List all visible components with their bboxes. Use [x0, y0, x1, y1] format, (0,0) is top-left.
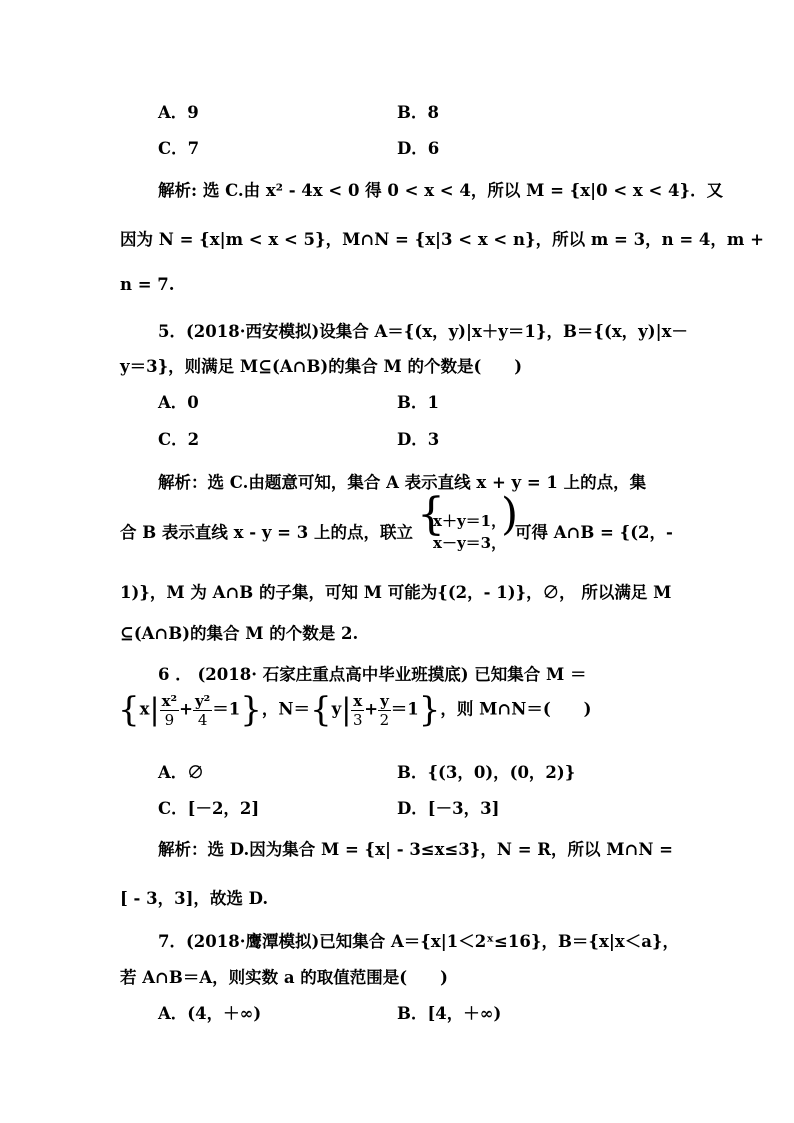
q6-sets-line: {x| $\frac{\text{x²}}{9}$ + $\frac{\text{y²}}{4}$ ＝1}，N＝{y| $\frac{x}{3}$ + $\frac{y}{2}$ ＝1}，则 M∩N＝( ): [118, 690, 592, 730]
q4-solution-line-1: 解析: 选 C.由 x² - 4x < 0 得 0 < x < 4，所以 M = {x|0 < x < 4}．又: [158, 181, 724, 200]
m-equals: ＝1: [212, 699, 241, 719]
q4-solution-line-2: 因为 N = {x|m < x < 5}，M∩N = {x|3 < x < n}，所以 m = 3，n = 4，m +: [120, 230, 764, 249]
q5-solution-line-3: 1)}，M 为 A∩B 的子集，可知 M 可能为{(2，- 1)}，∅， 所以满足 M: [120, 583, 672, 602]
left-brace: {: [417, 489, 445, 540]
m-variable: x: [139, 699, 150, 719]
q5-solution-line-4: ⊆(A∩B)的集合 M 的个数是 2.: [120, 624, 359, 643]
q4-option-a: A．9: [158, 103, 199, 122]
n-equals: ＝1: [390, 699, 419, 719]
right-brace: }: [418, 690, 441, 730]
bar: |: [341, 692, 352, 728]
q6-solution-line-1: 解析：选 D.因为集合 M = {x| - 3≤x≤3}，N = R，所以 M∩N =: [158, 840, 673, 859]
q5-option-c: C．2: [158, 430, 200, 449]
fraction-y2-4: $\frac{\text{y²}}{4}$: [194, 691, 211, 729]
q4-option-b: B．8: [397, 103, 439, 122]
q4-option-c: C．7: [158, 139, 200, 158]
left-brace: {: [118, 690, 140, 730]
q5-solution-line-2-pre: 合 B 表示直线 x - y = 3 上的点，联立: [120, 523, 413, 542]
q7-stem-line-2: 若 A∩B＝A，则实数 a 的取值范围是( ): [120, 968, 448, 987]
q5-option-d: D．3: [397, 430, 440, 449]
right-brace: }: [240, 690, 262, 730]
q6-solution-line-2: [ - 3，3]，故选 D.: [120, 889, 269, 908]
n-label: ，N＝: [261, 699, 310, 719]
q6-stem-line-1: 6 ． (2018· 石家庄重点高中毕业班摸底) 已知集合 M ＝: [158, 665, 587, 684]
system-eq-2: x－y＝3，: [433, 534, 507, 552]
q6-option-a: A．∅: [158, 763, 204, 782]
fraction-x-3: $\frac{x}{3}$: [353, 691, 363, 729]
q5-stem-line-1: 5．(2018·西安模拟)设集合 A＝{(x，y)|x＋y＝1}，B＝{(x，y)|x－: [158, 322, 688, 341]
fraction-x2-9: $\frac{\text{x²}}{9}$: [161, 691, 178, 729]
q4-solution-line-3: n = 7.: [120, 275, 175, 294]
q5-option-a: A．0: [158, 393, 199, 412]
q5-option-b: B．1: [397, 393, 439, 412]
q5-stem-line-2: y＝3}，则满足 M⊆(A∩B)的集合 M 的个数是( ): [120, 357, 523, 376]
q6-option-d: D．[－3，3]: [397, 799, 500, 818]
n-variable: y: [331, 699, 342, 719]
q7-option-a: A．(4，＋∞): [158, 1004, 262, 1023]
fraction-y-2: $\frac{y}{2}$: [379, 691, 390, 729]
q7-option-b: B．[4，＋∞): [397, 1004, 502, 1023]
q6-option-c: C．[－2，2]: [158, 799, 260, 818]
q6-tail: ，则 M∩N＝( ): [440, 699, 592, 719]
q5-solution-line-1: 解析：选 C.由题意可知，集合 A 表示直线 x + y = 1 上的点，集: [158, 473, 647, 492]
q7-stem-line-1: 7．(2018·鹰潭模拟)已知集合 A＝{x|1＜2ˣ≤16}，B＝{x|x＜a}，: [158, 932, 679, 951]
q5-equation-system: [417, 489, 519, 554]
q4-option-d: D．6: [397, 139, 440, 158]
q6-option-b: B．{(3，0)，(0，2)}: [397, 763, 576, 782]
bar: |: [149, 692, 160, 728]
q5-solution-line-2-post: 可得 A∩B = {(2，-: [515, 523, 673, 542]
left-brace: {: [309, 690, 332, 730]
system-eq-1: x＋y＝1，: [433, 512, 507, 530]
right-paren: ): [501, 489, 519, 540]
